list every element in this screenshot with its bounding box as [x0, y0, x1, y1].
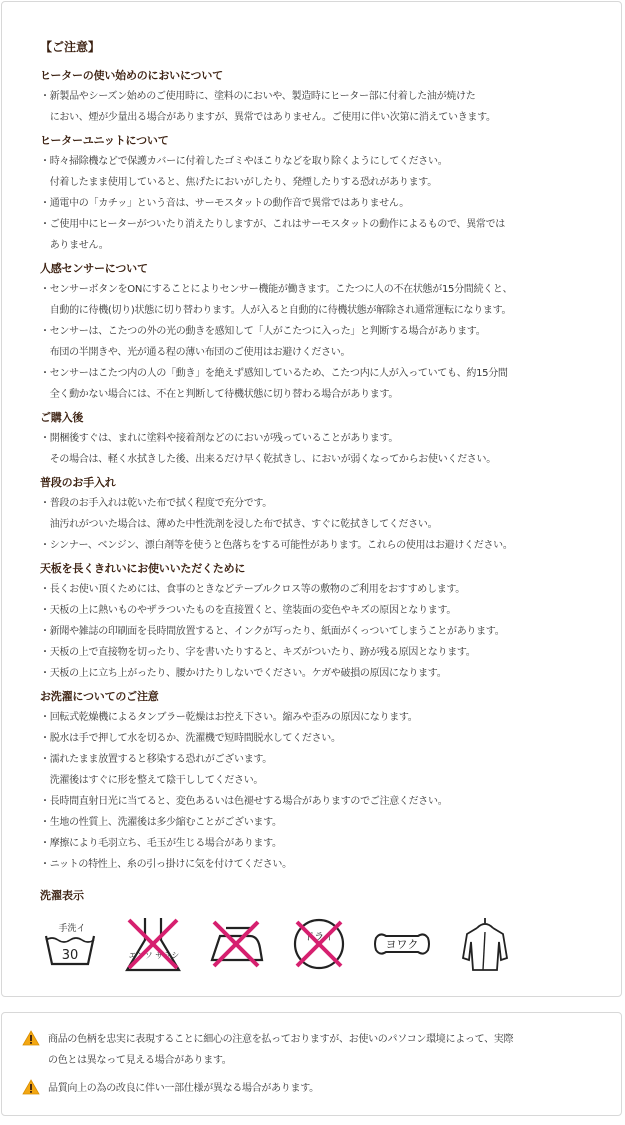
- section-line: ・ニットの特性上、糸の引っ掛けに気を付けてください。: [40, 859, 292, 870]
- section-line: ・天板の上に熱いものやザラついたものを直接置くと、塗装面の変色やキズの原因となります。: [40, 605, 457, 616]
- notice-line: 品質向上の為の改良に伴い一部仕様が異なる場合があります。: [48, 1083, 319, 1094]
- page-title: 【ご注意】: [40, 40, 101, 54]
- section-line: 全く動かない場合には、不在と判断して待機状態に切り替わる場合があります。: [40, 389, 399, 400]
- section-line: ・シンナー、ベンジン、漂白剤等を使うと色落ちをする可能性があります。これらの使用はお避けください。: [40, 540, 513, 551]
- laundry-symbols: [40, 911, 600, 977]
- section-line: ・ご使用中にヒーターがついたり消えたりしますが、これはサーモスタットの動作によるもので、異常では: [40, 219, 505, 230]
- section-line: ・普段のお手入れは乾いた布で拭く程度で充分です。: [40, 498, 272, 509]
- section-line: ・長時間直射日光に当てると、変色あるいは色褪せする場合がありますのでご注意ください。: [40, 796, 448, 807]
- notice-panel: [1, 1012, 622, 1116]
- wring-gently-icon: [372, 914, 432, 974]
- no-bleach-label: エンソ サラシ: [128, 951, 180, 960]
- laundry-heading: 洗濯表示: [40, 889, 84, 902]
- no-dry-clean-label: ドライ: [304, 932, 334, 943]
- section-line: 油汚れがついた場合は、薄めた中性洗剤を浸した布で拭き、すぐに乾拭きしてください。: [40, 519, 438, 530]
- notice-text: [48, 1078, 613, 1099]
- section-line: ・センサーボタンをONにすることによりセンサー機能が働きます。こたつに人の不在状態が15分間続くと、: [40, 284, 513, 295]
- no-dry-clean-icon: [289, 914, 349, 974]
- notice-line: の色とは異なって見える場合があります。: [48, 1055, 232, 1066]
- section-heading: お洗濯についてのご注意: [40, 690, 159, 703]
- caution-content: [40, 35, 600, 977]
- no-iron-icon: [206, 914, 266, 974]
- section-line: ・新製品やシーズン始めのご使用時に、塗料のにおいや、製造時にヒーター部に付着した油が焼けた: [40, 91, 476, 102]
- section-line: その場合は、軽く水拭きした後、出来るだけ早く乾拭きし、においが弱くなってからお使いください。: [40, 454, 496, 465]
- section-line: ・濡れたまま放置すると移染する恐れがございます。: [40, 754, 272, 765]
- section-line: ・センサーはこたつ内の人の「動き」を絶えず感知しているため、こたつ内に人が入っていても、約15分間: [40, 368, 508, 379]
- section-heading: 普段のお手入れ: [40, 476, 116, 489]
- hand-wash-label: 手洗イ: [58, 924, 86, 934]
- section-line: ありません。: [40, 240, 109, 251]
- section-line: ・開梱後すぐは、まれに塗料や接着剤などのにおいが残っていることがあります。: [40, 433, 399, 444]
- section-heading: ヒーターユニットについて: [40, 134, 169, 147]
- section-heading: ご購入後: [40, 411, 84, 424]
- section-line: ・天板の上に立ち上がったり、腰かけたりしないでください。ケガや破損の原因になります。: [40, 668, 447, 679]
- notice-text: [48, 1029, 613, 1071]
- section-heading: 人感センサーについて: [40, 262, 148, 275]
- section-line: ・回転式乾燥機によるタンブラー乾燥はお控え下さい。縮みや歪みの原因になります。: [40, 712, 418, 723]
- section-line: におい、煙が少量出る場合がありますが、異常ではありません。ご使用に伴い次第に消えていきます。: [40, 112, 496, 123]
- section-line: 布団の半開きや、光が通る程の薄い布団のご使用はお避けください。: [40, 347, 351, 358]
- section-heading: 天板を長くきれいにお使いいただくために: [40, 562, 246, 575]
- section-line: ・生地の性質上、洗濯後は多少縮むことがございます。: [40, 817, 282, 828]
- section-line: 付着したまま使用していると、焦げたにおいがしたり、発煙したりする恐れがあります。: [40, 177, 437, 188]
- section-line: ・摩擦により毛羽立ち、毛玉が生じる場合があります。: [40, 838, 282, 849]
- section-line: ・時々掃除機などで保護カバーに付着したゴミやほこりなどを取り除くようにしてください。: [40, 156, 448, 167]
- hand-wash-temp: 30: [61, 948, 79, 963]
- hand-wash-30-icon: [40, 914, 100, 974]
- warning-icon: [22, 1030, 40, 1046]
- section-line: ・新聞や雑誌の印刷面を長時間放置すると、インクが写ったり、紙面がくっついてしまうことがあります。: [40, 626, 505, 637]
- section-line: 洗濯後はすぐに形を整えて陰干ししてください。: [40, 775, 264, 786]
- section-line: ・長くお使い頂くためには、食事のときなどテーブルクロス等の敷物のご利用をおすすめします。: [40, 584, 465, 595]
- section-line: ・通電中の「カチッ」という音は、サーモスタットの動作音で異常ではありません。: [40, 198, 409, 209]
- wring-gently-label: ヨワク: [385, 938, 419, 951]
- section-line: ・センサーは、こたつの外の光の動きを感知して「人がこたつに入った」と判断する場合があります。: [40, 326, 486, 337]
- caution-panel: [1, 1, 622, 997]
- section-line: ・脱水は手で押して水を切るか、洗濯機で短時間脱水してください。: [40, 733, 341, 744]
- section-heading: ヒーターの使い始めのにおいについて: [40, 69, 223, 82]
- no-bleach-icon: [123, 914, 183, 974]
- warning-icon: [22, 1079, 40, 1095]
- section-line: ・天板の上で直接物を切ったり、字を書いたりすると、キズがついたり、跡が残る原因となります。: [40, 647, 476, 658]
- section-line: 自動的に待機(切り)状態に切り替わります。人が入ると自動的に待機状態が解除され通常運転になります。: [40, 305, 512, 316]
- notice-line: 商品の色柄を忠実に表現することに細心の注意を払っておりますが、お使いのパソコン環境によって、実際: [48, 1034, 514, 1045]
- hang-dry-icon: [455, 914, 515, 974]
